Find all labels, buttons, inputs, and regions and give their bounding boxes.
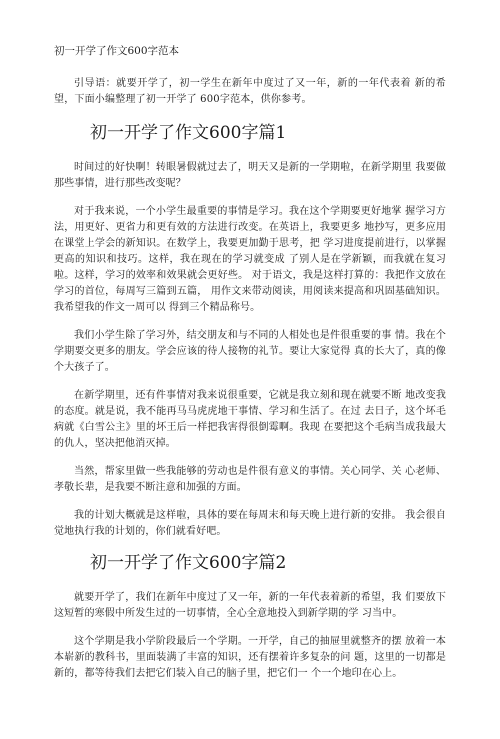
document-title: 初一开学了作文600字范本 [54,45,180,57]
essay-section-2 [54,552,446,682]
paragraph: 时间过的好快啊！转眼暑假就过去了，明天又是新的一学期啦，在新学期里 我要做那些事情，进行那些改变呢？ [54,162,446,189]
paragraph: 这个学期是我小学阶段最后一个学期。一开学，自己的抽屉里就整齐的摆 放着一本本崭新的教科书，里面装满了丰富的知识，还有摆着许多复杂的问 题，这里的一切都是新的，都等待我们去把它们装入自己的脑子里，把它们一 个一个地印在心上。 [54,636,446,679]
paragraph: 我的计划大概就是这样啦，具体的要在每周末和每天晚上进行新的安排。 我会很自觉地执行我的计划的，你们就看好吧。 [54,510,446,537]
paragraph: 当然，帮家里做一些我能够的劳动也是件很有意义的事情。关心同学、关 心老师、孝敬长辈，是我要不断注意和加强的方面。 [54,466,446,493]
intro-paragraph: 引导语：就要开学了，初一学生在新年中度过了又一年，新的一年代表着 新的希望，下面小编整理了初一开学了 600字范本，供你参考。 [54,78,446,105]
paragraph: 对于我来说，一个小学生最重要的事情是学习。我在这个学期要更好地掌 握学习方法，用更好、更省力和更有效的方法进行改变。在英语上，我要更多 地抄写，更多应用在课堂上学会的新知识。在数学上，我要更加勤于思考，把 学习进度提前进行，以掌握更高的知识和技巧。这样，我在现在的学习就变成 了别人是在学新颖，而我就在复习啦。这样，学习的效率和效果就会更好些。 对于语文，我是这样打算的：我把作文放在学习的首位，每周写三篇到五篇， 用作文来带动阅读，用阅读来提高和巩固基础知识。我希望我的作文一周可以 得到三个精品称号。 [54,206,446,313]
essay-section-1 [54,122,446,540]
paragraph: 在新学期里，还有件事情对我来说很重要，它就是我立刻和现在就要不断 地改变我的态度。就是说，我不能再马马虎虎地干事情、学习和生活了。在过 去日子，这个坏毛病就《白雪公主》里的坏王后一样把我害得很倒霉啊。我现 在要把这个毛病当成我最大的仇人，坚决把他消灭掉。 [54,390,446,449]
section-heading: 初一开学了作文600字篇1 [90,123,287,143]
paragraph: 就要开学了，我们在新年中度过了又一年，新的一年代表着新的希望，我 们要放下这短暂的寒假中所发生过的一切事情，全心全意地投入到新学期的学 习当中。 [54,592,446,619]
paragraph: 我们小学生除了学习外，结交朋友和与不同的人相处也是件很重要的事 情。我在个学期要交更多的朋友。学会应该的待人接物的礼节。要让大家觉得 真的长大了，真的像个大孩子了。 [54,330,446,373]
section-heading: 初一开学了作文600字篇2 [90,553,287,573]
